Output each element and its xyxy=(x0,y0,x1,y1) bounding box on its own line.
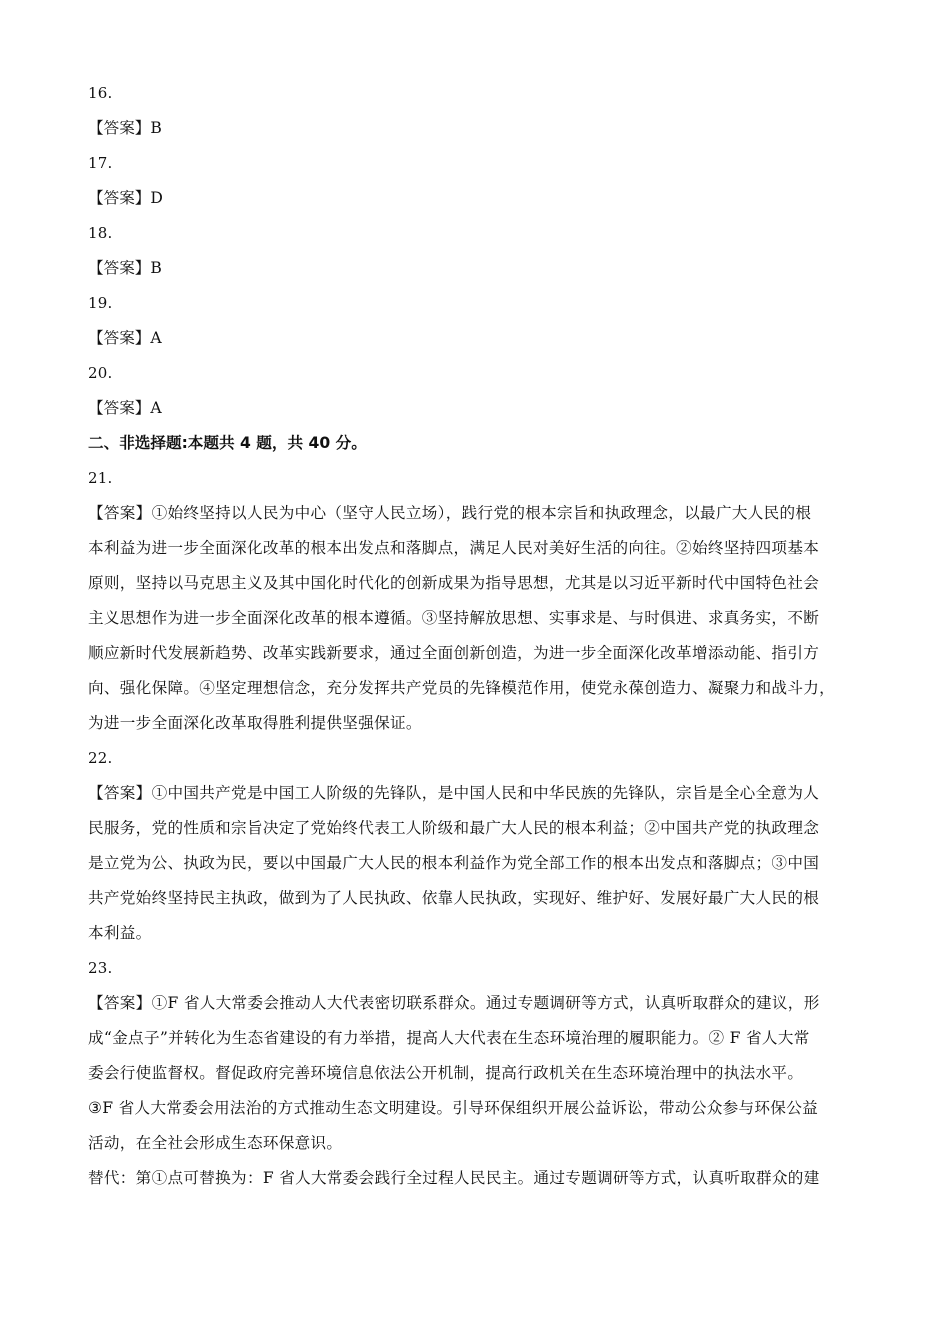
answer-line xyxy=(88,321,868,356)
answer-paragraph xyxy=(88,496,868,741)
answer-text-line: 替代：第①点可替换为：F 省人大常委会践行全过程人民民主。通过专题调研等方式，认真听取群众的建 xyxy=(88,1169,820,1187)
answer-text-line: 委会行使监督权。督促政府完善环境信息依法公开机制，提高行政机关在生态环境治理中的执法水平。 xyxy=(88,1064,804,1082)
mc-answer-block xyxy=(88,76,868,426)
answer-text-line: 是立党为公、执政为民，要以中国最广大人民的根本利益作为党全部工作的根本出发点和落脚点；③中国 xyxy=(88,854,820,872)
question-number: 18. xyxy=(88,224,113,242)
answer-text-line: 原则，坚持以马克思主义及其中国化时代化的创新成果为指导思想，尤其是以习近平新时代中国特色社会 xyxy=(88,574,820,592)
answer-line xyxy=(88,111,868,146)
question-number: 19. xyxy=(88,294,113,312)
question-number: 23. xyxy=(88,959,113,977)
answer-label: 【答案】 xyxy=(88,189,151,207)
answer-text-line: ③F 省人大常委会用法治的方式推动生态文明建设。引导环保组织开展公益诉讼，带动公众参与环保公益 xyxy=(88,1099,818,1117)
answer-label: 【答案】 xyxy=(88,329,151,347)
question-23-block xyxy=(88,951,868,1196)
answer-text-line: 为进一步全面深化改革取得胜利提供坚强保证。 xyxy=(88,714,422,732)
answer-line xyxy=(88,251,868,286)
answer-value: B xyxy=(150,259,163,277)
answer-text-line: 【答案】①中国共产党是中国工人阶级的先锋队，是中国人民和中华民族的先锋队，宗旨是全心全意为人 xyxy=(88,784,820,802)
question-number: 20. xyxy=(88,364,113,382)
question-number: 22. xyxy=(88,749,113,767)
answer-value: A xyxy=(150,329,162,347)
answer-label: 【答案】 xyxy=(88,119,151,137)
answer-text-line: 活动，在全社会形成生态环保意识。 xyxy=(88,1134,343,1152)
question-21-block xyxy=(88,461,868,741)
answer-value: A xyxy=(150,399,162,417)
answer-text-line: 民服务，党的性质和宗旨决定了党始终代表工人阶级和最广大人民的根本利益；②中国共产党的执政理念 xyxy=(88,819,820,837)
answer-value: D xyxy=(150,189,164,207)
answer-text-line: 主义思想作为进一步全面深化改革的根本遵循。③坚持解放思想、实事求是、与时俱进、求真务实，不断 xyxy=(88,609,820,627)
answer-label: 【答案】 xyxy=(88,399,151,417)
answer-paragraph xyxy=(88,776,868,951)
answer-text-line: 本利益为进一步全面深化改革的根本出发点和落脚点，满足人民对美好生活的向往。②始终坚持四项基本 xyxy=(88,539,820,557)
answer-line xyxy=(88,391,868,426)
question-22-block xyxy=(88,741,868,951)
question-number: 17. xyxy=(88,154,113,172)
question-number: 21. xyxy=(88,469,113,487)
answer-text-line: 顺应新时代发展新趋势、改革实践新要求，通过全面创新创造，为进一步全面深化改革增添动能、指引方 xyxy=(88,644,820,662)
answer-text-line: 本利益。 xyxy=(88,924,152,942)
question-number: 16. xyxy=(88,84,113,102)
section-heading: 二、非选择题:本题共 4 题，共 40 分。 xyxy=(88,434,367,452)
answer-key-content xyxy=(88,76,868,1196)
answer-text-line: 共产党始终坚持民主执政，做到为了人民执政、依靠人民执政，实现好、维护好、发展好最广大人民的根 xyxy=(88,889,820,907)
answer-text-line: 【答案】①F 省人大常委会推动人大代表密切联系群众。通过专题调研等方式，认真听取群众的建议，形 xyxy=(88,994,820,1012)
answer-text-line: 成“金点子”并转化为生态省建设的有力举措，提高人大代表在生态环境治理的履职能力。② F 省人大常 xyxy=(88,1029,810,1047)
answer-paragraph xyxy=(88,986,868,1196)
answer-line xyxy=(88,181,868,216)
answer-label: 【答案】 xyxy=(88,259,151,277)
answer-value: B xyxy=(150,119,163,137)
answer-text-line: 【答案】①始终坚持以人民为中心（坚守人民立场），践行党的根本宗旨和执政理念，以最广大人民的根 xyxy=(88,504,812,522)
answer-text-line: 向、强化保障。④坚定理想信念，充分发挥共产党员的先锋模范作用，使党永葆创造力、凝聚力和战斗力， xyxy=(88,679,836,697)
